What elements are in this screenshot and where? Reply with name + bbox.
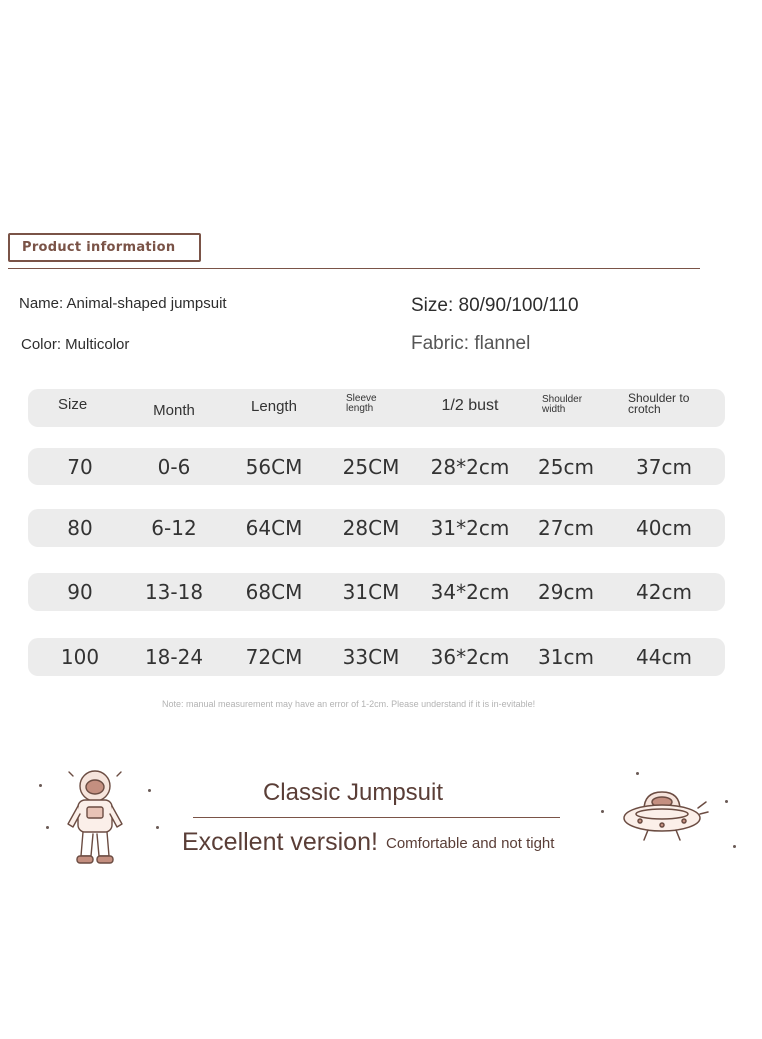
cell-size: 100 [60,645,100,669]
cell-size: 90 [67,580,93,604]
size-table-header [28,389,725,427]
cell-sleeve: 25CM [342,454,400,479]
cell-crotch: 42cm [636,580,692,604]
cell-crotch: 37cm [636,454,692,479]
cell-length: 56CM [245,454,303,479]
star-dot [156,826,159,829]
cell-shoulder: 27cm [538,516,594,540]
promo-headline: Excellent version! [182,828,378,856]
cell-sleeve: 31CM [342,580,400,604]
cell-length: 64CM [245,516,303,540]
col-shoulder-width [522,386,610,424]
promo-subline: Comfortable and not tight [386,835,555,852]
cell-shoulder: 29cm [538,580,594,604]
cell-size: 80 [67,516,93,540]
cell-bust: 28*2cm [430,454,510,479]
col-crotch [618,385,710,423]
star-dot [39,784,42,787]
header-divider [8,268,700,269]
star-dot [733,845,736,848]
star-dot [46,826,49,829]
cell-size: 70 [67,454,93,479]
col-sleeve [326,385,416,423]
cell-crotch: 44cm [636,645,692,669]
star-dot [725,800,728,803]
col-bust: 1/2 bust [441,397,499,414]
section-title: Product information [22,240,176,255]
table-row [28,509,725,547]
cell-sleeve: 28CM [342,516,400,540]
col-crotch-line1: Shoulder to [628,391,690,405]
col-size: Size [58,395,88,413]
cell-bust: 31*2cm [430,516,510,540]
cell-shoulder: 25cm [538,454,594,479]
col-shoulder-width-line1: Shoulder [542,394,583,405]
col-crotch-line2: crotch [628,402,661,416]
table-row [28,573,725,611]
product-size: Size: 80/90/100/110 [411,295,579,316]
ufo-icon [618,788,710,850]
astronaut-icon [55,766,135,870]
cell-length: 72CM [245,645,303,669]
cell-month: 13-18 [144,580,204,604]
cell-crotch: 40cm [636,516,692,540]
cell-bust: 34*2cm [430,580,510,604]
table-row [28,638,725,676]
product-name: Name: Animal-shaped jumpsuit [19,295,227,312]
table-row [28,448,725,485]
cell-month: 18-24 [144,645,204,669]
cell-shoulder: 31cm [538,645,594,669]
col-length: Length [251,397,297,415]
cell-sleeve: 33CM [342,645,400,669]
product-fabric: Fabric: flannel [411,333,531,354]
star-dot [148,789,151,792]
section-header [8,233,201,262]
star-dot [601,810,604,813]
promo-title: Classic Jumpsuit [262,779,444,806]
measurement-note: Note: manual measurement may have an error of 1-2cm. Please understand if it is in-evitable! [162,699,536,709]
cell-bust: 36*2cm [430,645,510,669]
star-dot [636,772,639,775]
promo-divider [193,817,560,818]
cell-month: 6-12 [151,516,197,540]
col-sleeve-line1: Sleeve [346,393,377,404]
col-month: Month [153,401,195,419]
col-sleeve-line2: length [346,403,374,414]
col-shoulder-width-line2: width [542,404,566,415]
cell-month: 0-6 [157,454,191,479]
product-color: Color: Multicolor [21,336,130,353]
cell-length: 68CM [245,580,303,604]
